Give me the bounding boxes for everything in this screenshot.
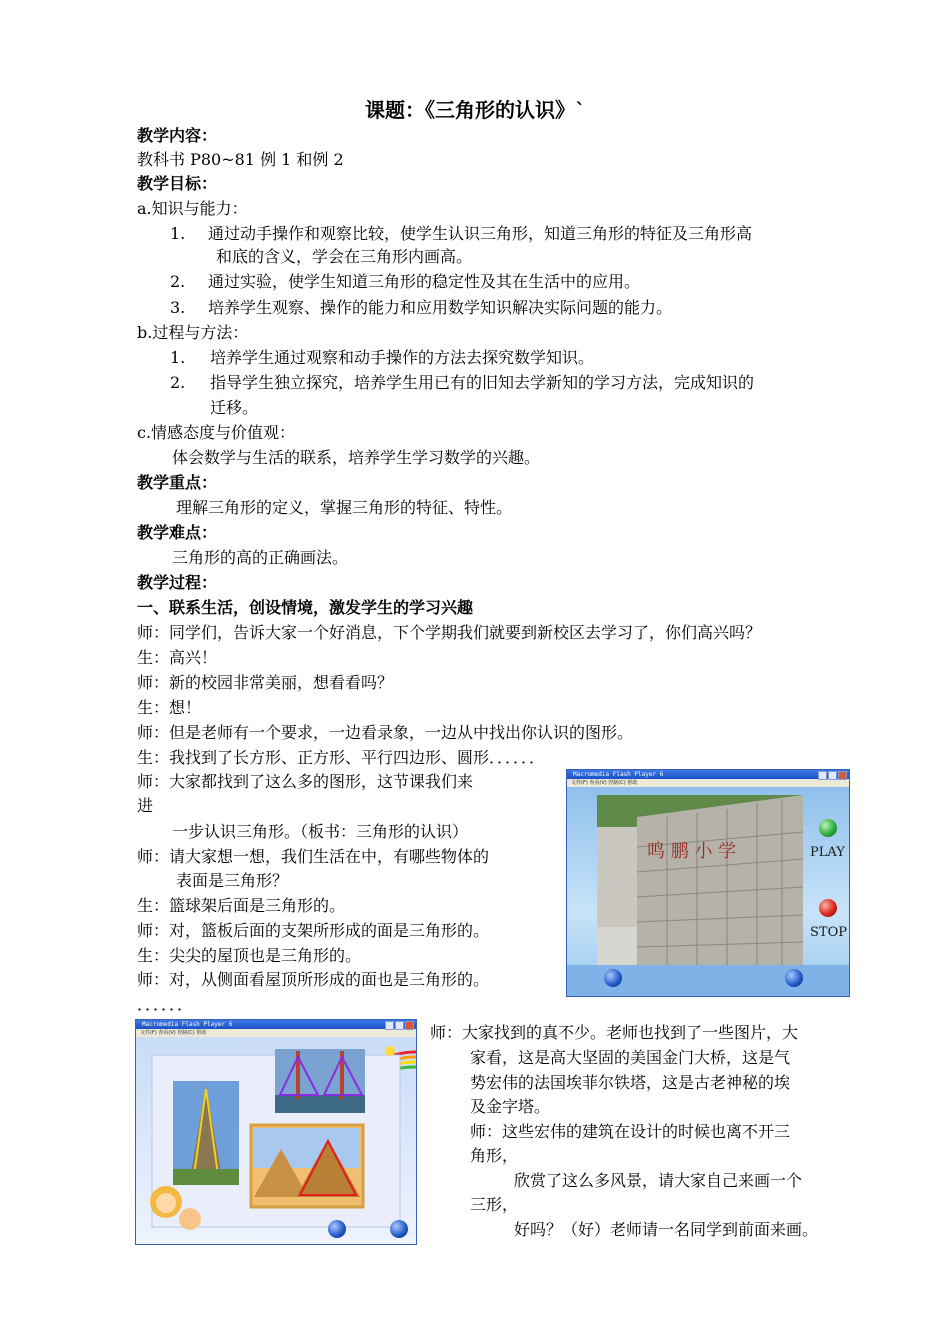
close-button[interactable] bbox=[405, 1021, 414, 1030]
previous-arrow-icon[interactable] bbox=[604, 969, 622, 987]
play-label[interactable]: PLAY bbox=[810, 845, 845, 860]
difficulty-heading: 教学难点： bbox=[137, 523, 218, 542]
lesson-title: 课题：《三角形的认识》` bbox=[365, 98, 585, 122]
stop-icon[interactable] bbox=[819, 899, 837, 917]
window-controls bbox=[385, 1021, 414, 1030]
right-text-7: 欣赏了这么多风景，请大家自己来画一个 bbox=[514, 1171, 803, 1190]
goal-a-item-1-cont: 和底的含义，学会在三角形内画高。 bbox=[216, 247, 473, 266]
right-text-4: 及金字塔。 bbox=[470, 1097, 551, 1116]
window-menu-bar[interactable]: 文件(F) 查看(V) 控制(C) 帮助 bbox=[136, 1029, 416, 1037]
landmarks-slide bbox=[136, 1037, 416, 1244]
window-controls bbox=[818, 771, 847, 780]
teaching-content: 教科书 P80~81 例 1 和例 2 bbox=[137, 150, 344, 169]
goal-a-item-2: 2. 通过实验，使学生知道三角形的稳定性及其在生活中的应用。 bbox=[170, 272, 641, 291]
goal-c-text: 体会数学与生活的联系，培养学生学习数学的兴趣。 bbox=[172, 448, 541, 467]
process-heading: 教学过程： bbox=[137, 573, 218, 592]
goals-heading: 教学目标： bbox=[137, 174, 218, 193]
flash-player-school-video bbox=[566, 769, 850, 997]
right-text-5: 师：这些宏伟的建筑在设计的时候也离不开三 bbox=[470, 1122, 791, 1141]
dialogue-line-3: 师：新的校园非常美丽，想看看吗？ bbox=[137, 673, 394, 692]
next-arrow-icon[interactable] bbox=[785, 969, 803, 987]
goal-a-item-1: 1. 通过动手操作和观察比较，使学生认识三角形，知道三角形的特征及三角形高 bbox=[170, 224, 753, 243]
window-menu-bar[interactable]: 文件(F) 查看(V) 控制(C) 帮助 bbox=[567, 779, 849, 787]
key-heading: 教学重点： bbox=[137, 473, 218, 492]
stop-label[interactable]: STOP bbox=[810, 925, 847, 940]
dialogue-line-1: 师：同学们，告诉大家一个好消息，下个学期我们就要到新校区去学习了，你们高兴吗？ bbox=[137, 623, 762, 642]
difficulty-text: 三角形的高的正确画法。 bbox=[172, 548, 349, 567]
right-text-9: 好吗？（好）老师请一名同学到前面来画。 bbox=[514, 1220, 819, 1239]
dialogue-wrapped-2: 进 bbox=[137, 796, 154, 815]
dialogue-line-2: 生：高兴！ bbox=[137, 648, 218, 667]
maximize-button[interactable] bbox=[395, 1021, 404, 1030]
dialogue-wrapped-1: 师：大家都找到了这么多的图形，这节课我们来 bbox=[137, 772, 474, 791]
player-stage bbox=[136, 1037, 416, 1244]
goal-b-item-2: 2. 指导学生独立探究，培养学生用已有的旧知去学新知的学习方法，完成知识的 bbox=[170, 373, 755, 392]
flash-player-landmarks bbox=[135, 1019, 417, 1245]
goal-a-heading: a.知识与能力： bbox=[137, 199, 248, 218]
maximize-button[interactable] bbox=[828, 771, 837, 780]
right-text-6: 角形， bbox=[470, 1146, 519, 1165]
play-icon[interactable] bbox=[819, 819, 837, 837]
dialogue-wrapped-8: 生：尖尖的屋顶也是三角形的。 bbox=[137, 946, 362, 965]
right-text-8: 三形， bbox=[470, 1195, 519, 1214]
key-text: 理解三角形的定义，掌握三角形的特征、特性。 bbox=[176, 498, 513, 517]
right-text-3: 势宏伟的法国埃菲尔铁塔，这是古老神秘的埃 bbox=[470, 1073, 791, 1092]
goal-b-item-2-cont: 迁移。 bbox=[210, 398, 259, 417]
goal-b-item-1: 1. 培养学生通过观察和动手操作的方法去探究数学知识。 bbox=[170, 348, 595, 367]
dialogue-wrapped-6: 生：篮球架后面是三角形的。 bbox=[137, 896, 346, 915]
window-title-bar: Macromedia Flash Player 6 bbox=[567, 770, 849, 779]
player-stage bbox=[567, 787, 849, 996]
dialogue-wrapped-9: 师：对，从侧面看屋顶所形成的面也是三角形的。 bbox=[137, 970, 490, 989]
svg-text:鸣 鹏 小 学: 鸣 鹏 小 学 bbox=[647, 841, 737, 862]
close-button[interactable] bbox=[838, 771, 847, 780]
school-gate-photo bbox=[567, 787, 849, 996]
previous-arrow-icon[interactable] bbox=[328, 1220, 346, 1238]
goal-a-item-3: 3. 培养学生观察、操作的能力和应用数学知识解决实际问题的能力。 bbox=[170, 298, 673, 317]
section-1-heading: 一、联系生活，创设情境，激发学生的学习兴趣 bbox=[137, 598, 474, 617]
minimize-button[interactable] bbox=[818, 771, 827, 780]
dialogue-wrapped-5: 表面是三角形？ bbox=[176, 871, 289, 890]
next-arrow-icon[interactable] bbox=[390, 1220, 408, 1238]
dialogue-wrapped-3: 一步认识三角形。（板书：三角形的认识） bbox=[172, 822, 469, 841]
right-text-2: 家看，这是高大坚固的美国金门大桥，这是气 bbox=[470, 1048, 791, 1067]
dialogue-line-6: 生：我找到了长方形、正方形、平行四边形、圆形．．．．．． bbox=[137, 748, 546, 767]
dialogue-line-4: 生：想！ bbox=[137, 698, 202, 717]
dialogue-wrapped-7: 师：对，篮板后面的支架所形成的面是三角形的。 bbox=[137, 921, 490, 940]
window-title-bar: Macromedia Flash Player 6 bbox=[136, 1020, 416, 1029]
goal-c-heading: c.情感态度与价值观： bbox=[137, 423, 296, 442]
dialogue-wrapped-10: ．．．．．． bbox=[137, 995, 194, 1014]
dialogue-line-5: 师：但是老师有一个要求，一边看录象，一边从中找出你认识的图形。 bbox=[137, 723, 634, 742]
teaching-content-heading: 教学内容： bbox=[137, 126, 218, 145]
dialogue-wrapped-4: 师：请大家想一想，我们生活在中，有哪些物体的 bbox=[137, 847, 490, 866]
right-text-1: 师：大家找到的真不少。老师也找到了一些图片，大 bbox=[430, 1023, 799, 1042]
minimize-button[interactable] bbox=[385, 1021, 394, 1030]
goal-b-heading: b.过程与方法： bbox=[137, 323, 249, 342]
